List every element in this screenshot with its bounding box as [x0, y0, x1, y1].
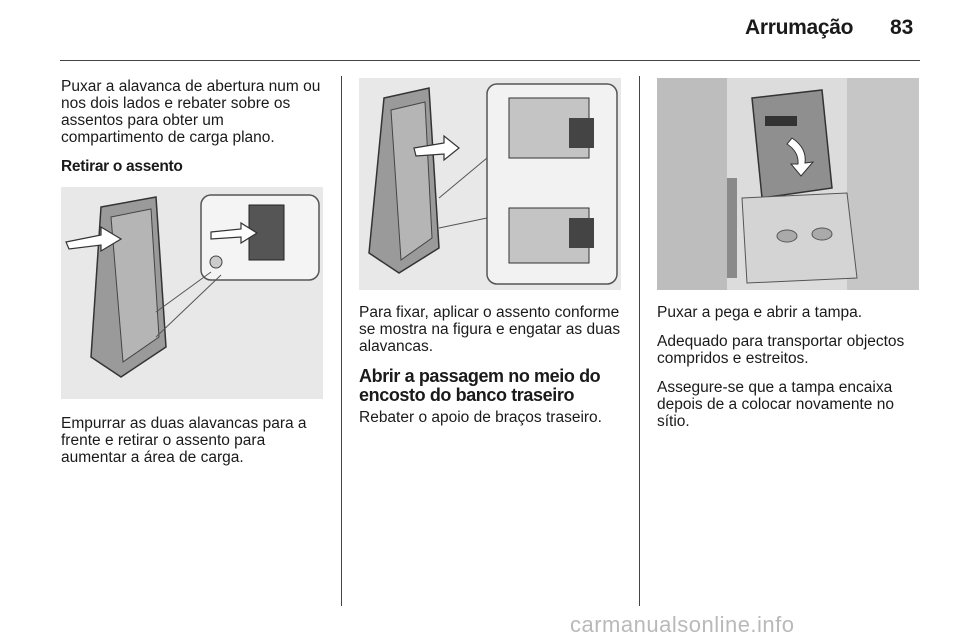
heading-open-passage: Abrir a passagem no meio do encosto do banco traseiro [359, 366, 601, 405]
armrest-instruction: Rebater o apoio de braços traseiro. [359, 409, 602, 426]
watermark: carmanualsonline.info [570, 612, 795, 637]
figure-armrest-hatch [657, 78, 919, 290]
column-3 [657, 78, 921, 442]
hatch-step-3: Assegure-se que a tampa encaixa depois de a colocar novamente no sítio. [657, 379, 894, 430]
header-rule [60, 60, 920, 61]
figure-attach-seat [359, 78, 621, 290]
subheading-remove-seat: Retirar o assento [61, 158, 183, 175]
page-header-title: Arrumação [745, 16, 854, 39]
hatch-step-1: Puxar a pega e abrir a tampa. [657, 304, 863, 321]
column-1 [61, 78, 329, 478]
page-number: 83 [890, 16, 914, 39]
attach-seat-caption: Para fixar, aplicar o assento conforme se mostra na figura e engatar as duas alavancas. [359, 304, 621, 355]
remove-seat-caption: Empurrar as duas alavancas para a frente e retirar o assento para aumentar a área de carga. [61, 415, 307, 466]
intro-paragraph: Puxar a alavanca de abertura num ou nos dois lados e rebater sobre os assentos para obter um compartimento de carga plano. [61, 78, 321, 146]
column-divider-2 [639, 76, 640, 606]
figure-remove-seat [61, 187, 323, 399]
column-divider-1 [341, 76, 342, 606]
hatch-step-2: Adequado para transportar objectos compridos e estreitos. [657, 333, 905, 367]
column-2 [359, 78, 623, 438]
